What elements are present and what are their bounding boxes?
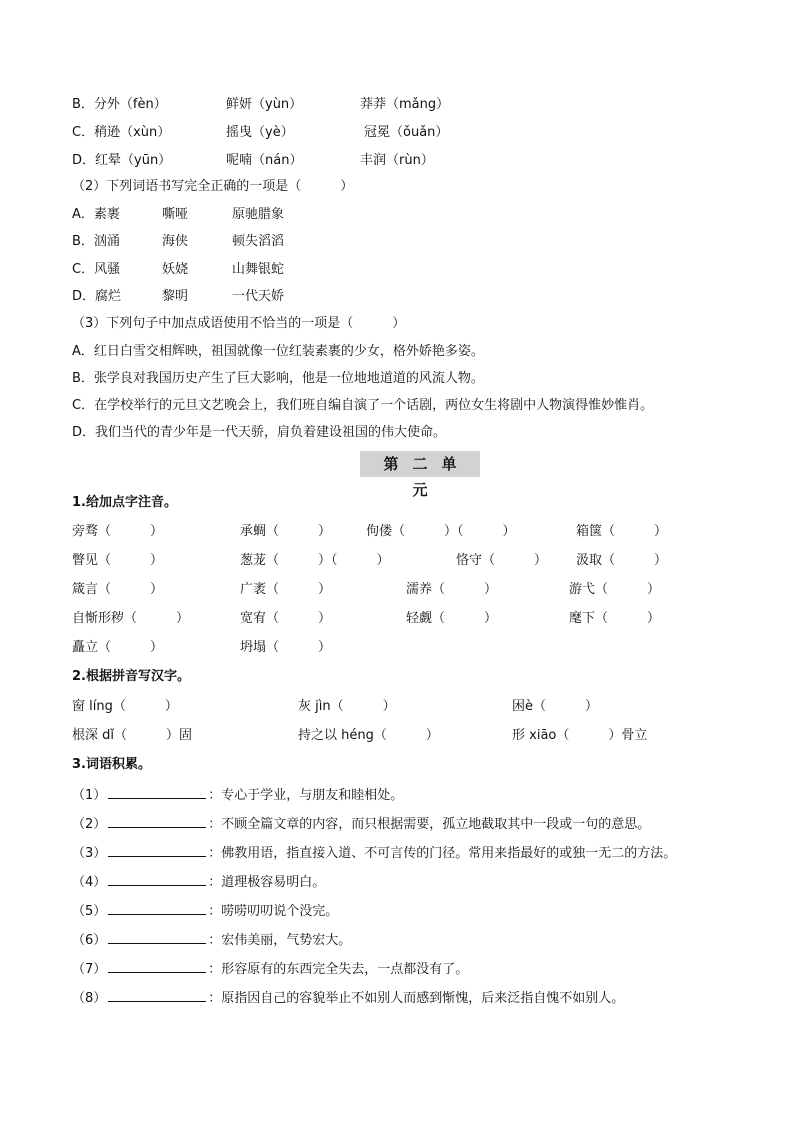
q2-option-a: A．素裹 — [72, 207, 120, 222]
q2-option-c: C．风骚 — [72, 262, 121, 277]
s3-item-definition: ：形容原有的东西完全失去，一点都没有了。 — [208, 962, 469, 977]
q2-option-c-word3: 山舞银蛇 — [232, 262, 285, 277]
s1-r4-c4: 麾下（ ） — [569, 611, 661, 626]
section-1-title: 1.给加点字注音。 — [72, 495, 177, 510]
s3-item-2 — [72, 815, 650, 834]
s1-r2-c1: 瞥见（ ） — [72, 553, 164, 568]
s3-item-definition: ：专心于学业，与朋友和睦相处。 — [208, 788, 404, 803]
q3-option-d: D．我们当代的青少年是一代天骄，肩负着建设祖国的伟大使命。 — [72, 425, 447, 440]
s3-item-4 — [72, 873, 325, 892]
s2-r2-c1: 根深 dǐ（ ）固 — [72, 728, 192, 743]
s1-r1-c3: 佝偻（ ）（ ） — [366, 524, 516, 539]
q2-option-b-word2: 海侠 — [162, 234, 189, 249]
s3-item-number: （8） — [72, 991, 107, 1006]
q1-option-d-word3: 丰润（rùn） — [360, 153, 434, 168]
s3-item-number: （5） — [72, 904, 107, 919]
s3-item-definition: ：宏伟美丽，气势宏大。 — [208, 933, 352, 948]
q2-option-b: B．汹涌 — [72, 234, 120, 249]
answer-blank[interactable] — [108, 844, 206, 857]
s2-r2-c3: 形 xiāo（ ）骨立 — [512, 728, 648, 743]
s1-r5-c2: 坍塌（ ） — [240, 640, 332, 655]
q1-option-c-word2: 摇曳（yè） — [226, 125, 294, 140]
q2-option-b-word3: 顿失滔滔 — [232, 234, 285, 249]
unit-banner: 第二单元 — [360, 451, 480, 477]
q2-option-a-word3: 原驰腊象 — [232, 207, 285, 222]
s3-item-definition: ：佛教用语，指直接入道、不可言传的门径。常用来指最好的或独一无二的方法。 — [208, 846, 677, 861]
s3-item-5 — [72, 902, 338, 921]
answer-blank[interactable] — [108, 960, 206, 973]
s3-item-number: （1） — [72, 788, 107, 803]
q1-option-d: D．红晕（yūn） — [72, 153, 172, 168]
s3-item-definition: ：道理极容易明白。 — [208, 875, 326, 890]
answer-blank[interactable] — [108, 902, 206, 915]
s1-r2-c2: 葱茏（ ）（ ） — [240, 553, 390, 568]
q1-option-b: B．分外（fèn） — [72, 97, 167, 112]
section-3-title: 3.词语积累。 — [72, 757, 151, 772]
s3-item-number: （4） — [72, 875, 107, 890]
q2-stem: （2）下列词语书写完全正确的一项是（ ） — [72, 179, 354, 194]
s3-item-6 — [72, 931, 351, 950]
answer-blank[interactable] — [108, 815, 206, 828]
s2-r1-c2: 灰 jìn（ ） — [298, 699, 396, 714]
s1-r1-c4: 箱箧（ ） — [576, 524, 668, 539]
q1-option-d-word2: 呢喃（nán） — [226, 153, 303, 168]
s1-r4-c1: 自惭形秽（ ） — [72, 611, 190, 626]
s1-r3-c2: 广袤（ ） — [240, 582, 332, 597]
s3-item-3 — [72, 844, 676, 863]
s3-item-number: （2） — [72, 817, 107, 832]
s3-item-definition: ：原指因自己的容貌举止不如别人而感到惭愧，后来泛指自愧不如别人。 — [208, 991, 625, 1006]
s1-r3-c3: 濡养（ ） — [406, 582, 498, 597]
s2-r1-c1: 窗 líng（ ） — [72, 699, 178, 714]
q2-option-a-word2: 嘶哑 — [162, 207, 189, 222]
s1-r1-c2: 承蜩（ ） — [240, 524, 332, 539]
s3-item-definition: ：唠唠叨叨说个没完。 — [208, 904, 339, 919]
q1-option-b-word2: 鲜妍（yùn） — [226, 97, 303, 112]
answer-blank[interactable] — [108, 873, 206, 886]
s1-r4-c3: 轻觑（ ） — [406, 611, 498, 626]
q3-option-c: C．在学校举行的元旦文艺晚会上，我们班自编自演了一个话剧，两位女生将剧中人物演得惟妙惟肖。 — [72, 398, 654, 413]
q2-option-c-word2: 妖娆 — [162, 262, 189, 277]
s2-r1-c3: 困è（ ） — [512, 699, 598, 714]
s1-r3-c4: 游弋（ ） — [569, 582, 661, 597]
q1-option-c: C．稍逊（xùn） — [72, 125, 171, 140]
s2-r2-c2: 持之以 héng（ ） — [298, 728, 439, 743]
answer-blank[interactable] — [108, 989, 206, 1002]
s1-r2-c3: 恪守（ ） — [456, 553, 548, 568]
answer-blank[interactable] — [108, 786, 206, 799]
q1-option-b-word3: 莽莽（mǎng） — [360, 97, 450, 112]
s3-item-number: （3） — [72, 846, 107, 861]
s1-r3-c1: 箴言（ ） — [72, 582, 164, 597]
s3-item-7 — [72, 960, 468, 979]
answer-blank[interactable] — [108, 931, 206, 944]
s1-r5-c1: 矗立（ ） — [72, 640, 164, 655]
s3-item-1 — [72, 786, 403, 805]
q1-option-c-word3: 冠冕（ǒuǎn） — [364, 125, 449, 140]
s3-item-8 — [72, 989, 624, 1008]
s1-r1-c1: 旁骛（ ） — [72, 524, 164, 539]
q2-option-d-word3: 一代天娇 — [232, 289, 285, 304]
s3-item-definition: ：不顾全篇文章的内容，而只根据需要，孤立地截取其中一段或一句的意思。 — [208, 817, 651, 832]
s3-item-number: （7） — [72, 962, 107, 977]
s1-r4-c2: 宽宥（ ） — [240, 611, 332, 626]
q3-stem: （3）下列句子中加点成语使用不恰当的一项是（ ） — [72, 316, 406, 331]
q3-option-a: A．红日白雪交相辉映，祖国就像一位红装素裹的少女，格外娇艳多姿。 — [72, 344, 484, 359]
q2-option-d: D．腐烂 — [72, 289, 122, 304]
q2-option-d-word2: 黎明 — [162, 289, 189, 304]
s1-r2-c4: 汲取（ ） — [576, 553, 668, 568]
s3-item-number: （6） — [72, 933, 107, 948]
section-2-title: 2.根据拼音写汉字。 — [72, 669, 190, 684]
q3-option-b: B．张学良对我国历史产生了巨大影响，他是一位地地道道的风流人物。 — [72, 371, 484, 386]
